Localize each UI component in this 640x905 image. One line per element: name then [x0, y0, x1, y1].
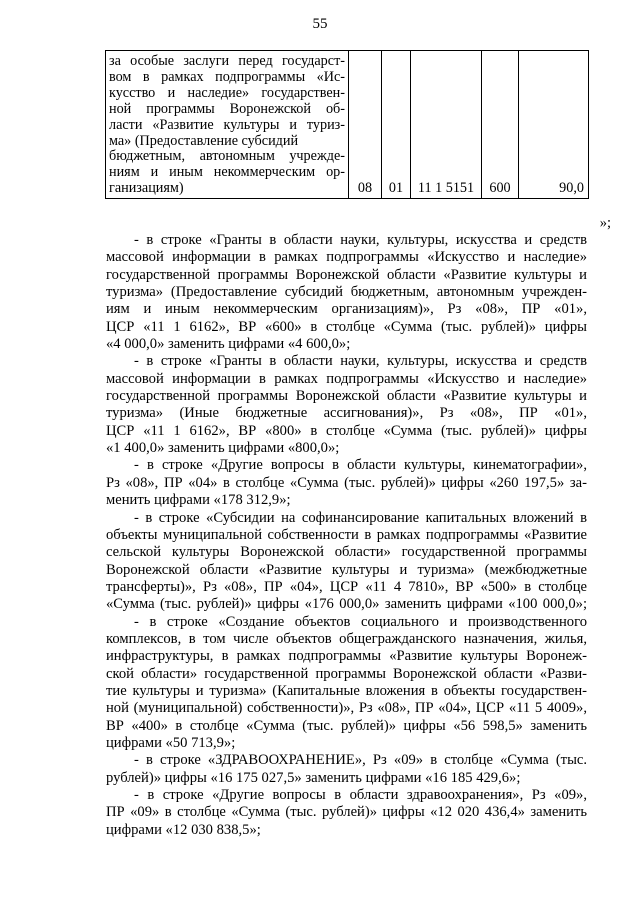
text-line: объекты муниципальной собственности в рамках подпрограммы «Развитие	[106, 526, 587, 543]
text-line: ЦСР «11 1 6162», ВР «800» в столбце «Сумма (тыс. рублей)» цифры	[106, 422, 587, 439]
paragraph	[106, 232, 587, 353]
description-line: ниям и иным некоммерческим ор-	[109, 164, 345, 181]
text-line: - в строке «Другие вопросы в области культуры, кинематографии»,	[134, 457, 587, 474]
cell-csr: 11 1 5151	[411, 51, 482, 199]
text-line: - в строке «Другие вопросы в области здравоохранения», Рз «09»,	[134, 787, 587, 803]
text-line: ной (муниципальной) собственности)», Рз «08», ПР «04», ЦСР «11 5 4009»,	[106, 700, 587, 717]
description-line: ной программы Воронежской об-	[109, 100, 345, 117]
text-line: цифрами «50 713,9»;	[106, 734, 236, 751]
cell-pr: 01	[382, 51, 411, 199]
text-line: «Сумма (тыс. рублей)» цифры «176 000,0» заменить цифрами «100 000,0»;	[106, 596, 587, 613]
text-line: - в строке «Субсидии на софинансирование капитальных вложений в	[134, 509, 587, 526]
text-line: - в строке «Создание объектов социального и производственного	[134, 613, 587, 630]
text-line: Рз «08», ПР «04» в столбце «Сумма (тыс. рублей)» цифры «260 197,5» за-	[106, 474, 587, 491]
cell-rz: 08	[349, 51, 382, 199]
table-row	[106, 51, 589, 199]
text-line: инфраструктуры, в рамках подпрограммы «Развитие культуры Воронеж-	[106, 648, 587, 665]
description-line: ма» (Предоставление субсидий	[109, 132, 299, 149]
text-line: - в строке «Гранты в области науки, культуры, искусства и средств	[134, 232, 587, 248]
amendment-list	[106, 232, 587, 839]
text-line: туризма» (Предоставление субсидий бюджетным, автономным учрежден-	[106, 284, 587, 301]
text-line: ЦСР «11 1 6162», ВР «600» в столбце «Сумма (тыс. рублей)» цифры	[106, 318, 587, 335]
text-line: массовой информации в рамках подпрограммы «Искусство и наследие»	[106, 249, 587, 266]
description-line: вом в рамках подпрограммы «Ис-	[109, 68, 345, 85]
description-line: ганизациям)	[109, 180, 184, 197]
description-line: кусство и наследие» государствен-	[109, 84, 345, 101]
text-line: ВР «400» в столбце «Сумма (тыс. рублей)» цифры «56 598,5» заменить	[106, 717, 587, 734]
text-line: ПР «09» в столбце «Сумма (тыс. рублей)» цифры «12 020 436,4» заменить	[106, 804, 587, 821]
text-line: тие культуры и туризма» (Капитальные вложения в объекты государствен-	[106, 682, 587, 699]
text-line: Воронежской области «Развитие культуры и туризма» (межбюджетные	[106, 561, 587, 578]
text-line: рублей)» цифры «16 175 027,5» заменить цифрами «16 185 429,6»;	[106, 769, 521, 786]
budget-table	[105, 50, 589, 199]
text-line: массовой информации в рамках подпрограммы «Искусство и наследие»	[106, 370, 587, 387]
text-line: комплексов, в том числе объектов общегражданского назначения, жилья,	[106, 630, 587, 647]
text-line: туризма» (Иные бюджетные ассигнования)», Рз «08», ПР «01»,	[106, 405, 587, 422]
text-line: трансферты)», Рз «08», ПР «04», ЦСР «11 4 7810», ВР «500» в столбце	[106, 578, 587, 595]
text-line: цифрами «12 030 838,5»;	[106, 821, 261, 838]
description-line: за особые заслуги перед государст-	[109, 53, 345, 69]
description-line: бюджетным, автономным учрежде-	[109, 148, 345, 165]
cell-sum: 90,0	[519, 51, 589, 199]
paragraph	[106, 752, 587, 787]
description-line: ласти «Развитие культуры и туриз-	[109, 116, 345, 133]
text-line: «4 000,0» заменить цифрами «4 600,0»;	[106, 336, 351, 353]
paragraph	[106, 510, 587, 614]
text-line: - в строке «Гранты в области науки, культуры, искусства и средств	[134, 353, 587, 370]
text-line: иям и иным некоммерческим организациям)», Рз «08», ПР «01»,	[106, 301, 587, 318]
paragraph	[106, 614, 587, 753]
paragraph	[106, 457, 587, 509]
text-line: сельской культуры Воронежской области» государственной программы	[106, 544, 587, 561]
cell-vr: 600	[482, 51, 519, 199]
paragraph	[106, 787, 587, 839]
text-line: «1 400,0» заменить цифрами «800,0»;	[106, 440, 340, 457]
text-line: государственной программы Воронежской области «Развитие культуры и	[106, 388, 587, 405]
text-line: государственной программы Воронежской области «Развитие культуры и	[106, 266, 587, 283]
closing-quote: »;	[599, 215, 611, 231]
paragraph	[106, 353, 587, 457]
text-line: ской области» государственной программы Воронежской области «Разви-	[106, 665, 587, 682]
page-number: 55	[312, 16, 328, 32]
row-description	[106, 51, 349, 199]
text-line: менить цифрами «178 312,9»;	[106, 492, 291, 509]
text-line: - в строке «ЗДРАВООХРАНЕНИЕ», Рз «09» в столбце «Сумма (тыс.	[134, 752, 587, 769]
